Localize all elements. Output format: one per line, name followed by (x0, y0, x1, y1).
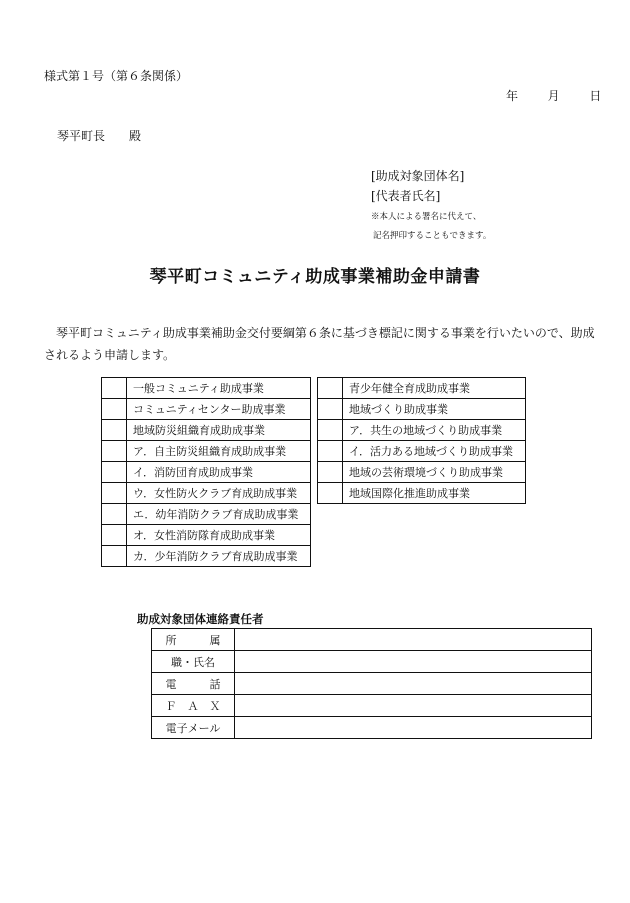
category-label: カ．少年消防クラブ育成助成事業 (127, 546, 311, 567)
category-checkbox-cell[interactable] (318, 378, 343, 399)
category-label: ア．自主防災組織育成助成事業 (127, 441, 311, 462)
form-number: 様式第１号（第６条関係） (44, 69, 189, 83)
category-row (318, 399, 526, 420)
group-name-label: [助成対象団体名] (371, 169, 465, 183)
category-checkbox-cell[interactable] (102, 462, 127, 483)
category-checkbox-cell[interactable] (318, 399, 343, 420)
application-statement (44, 322, 599, 366)
category-row (102, 462, 311, 483)
category-label: 地域づくり助成事業 (343, 399, 526, 420)
representative-label: [代表者氏名] (371, 189, 441, 203)
addressee: 琴平町長 殿 (57, 129, 142, 143)
category-checkbox-cell[interactable] (102, 399, 127, 420)
category-checkbox-cell[interactable] (102, 483, 127, 504)
contact-field-label: 電子メール (152, 717, 235, 739)
category-checkbox-cell[interactable] (102, 378, 127, 399)
contact-field-label: 電 話 (152, 673, 235, 695)
category-row (102, 420, 311, 441)
date-line (506, 87, 601, 104)
category-row (102, 441, 311, 462)
category-checkbox-cell[interactable] (318, 483, 343, 504)
date-year: 年 (506, 89, 519, 103)
category-label: 地域国際化推進助成事業 (343, 483, 526, 504)
category-checkbox-cell[interactable] (102, 546, 127, 567)
contact-row (152, 673, 592, 695)
category-checkbox-cell[interactable] (318, 420, 343, 441)
category-row (318, 420, 526, 441)
category-table-right (317, 377, 526, 504)
category-label: 一般コミュニティ助成事業 (127, 378, 311, 399)
category-label: オ．女性消防隊育成助成事業 (127, 525, 311, 546)
contact-row (152, 651, 592, 673)
contact-row (152, 695, 592, 717)
contact-field-value[interactable] (235, 673, 592, 695)
contact-row (152, 629, 592, 651)
category-label: ア．共生の地域づくり助成事業 (343, 420, 526, 441)
category-row (102, 399, 311, 420)
category-checkbox-cell[interactable] (318, 441, 343, 462)
application-statement-text: 琴平町コミュニティ助成事業補助金交付要綱第６条に基づき標記に関する事業を行いたいので、助成されるよう申請します。 (44, 326, 595, 362)
category-row (102, 504, 311, 525)
category-row (318, 462, 526, 483)
category-row (318, 483, 526, 504)
category-row (102, 378, 311, 399)
contact-field-value[interactable] (235, 695, 592, 717)
category-label: 地域防災組織育成助成事業 (127, 420, 311, 441)
signature-note-line2: 記名押印することもできます。 (373, 231, 492, 241)
category-checkbox-cell[interactable] (102, 441, 127, 462)
contact-field-label: 所 属 (152, 629, 235, 651)
category-checkbox-cell[interactable] (318, 462, 343, 483)
category-label: 青少年健全育成助成事業 (343, 378, 526, 399)
document-title: 琴平町コミュニティ助成事業補助金申請書 (149, 267, 481, 287)
contact-field-value[interactable] (235, 629, 592, 651)
contact-table (151, 628, 592, 739)
category-label: エ．幼年消防クラブ育成助成事業 (127, 504, 311, 525)
date-month: 月 (547, 89, 560, 103)
category-label: イ．消防団育成助成事業 (127, 462, 311, 483)
contact-field-value[interactable] (235, 651, 592, 673)
category-checkbox-cell[interactable] (102, 504, 127, 525)
category-row (102, 546, 311, 567)
date-day: 日 (589, 89, 602, 103)
category-checkbox-cell[interactable] (102, 420, 127, 441)
category-label: イ．活力ある地域づくり助成事業 (343, 441, 526, 462)
contact-field-value[interactable] (235, 717, 592, 739)
category-row (318, 441, 526, 462)
contact-field-label: 職・氏名 (152, 651, 235, 673)
category-label: ウ．女性防火クラブ育成助成事業 (127, 483, 311, 504)
contact-field-label: Ｆ Ａ Ｘ (152, 695, 235, 717)
signature-note-line1: ※本人による署名に代えて、 (371, 212, 482, 222)
category-row (318, 378, 526, 399)
category-table-left (101, 377, 311, 567)
category-label: 地域の芸術環境づくり助成事業 (343, 462, 526, 483)
category-label: コミュニティセンター助成事業 (127, 399, 311, 420)
category-row (102, 525, 311, 546)
category-row (102, 483, 311, 504)
contact-row (152, 717, 592, 739)
category-checkbox-cell[interactable] (102, 525, 127, 546)
contact-heading: 助成対象団体連絡責任者 (137, 612, 264, 626)
